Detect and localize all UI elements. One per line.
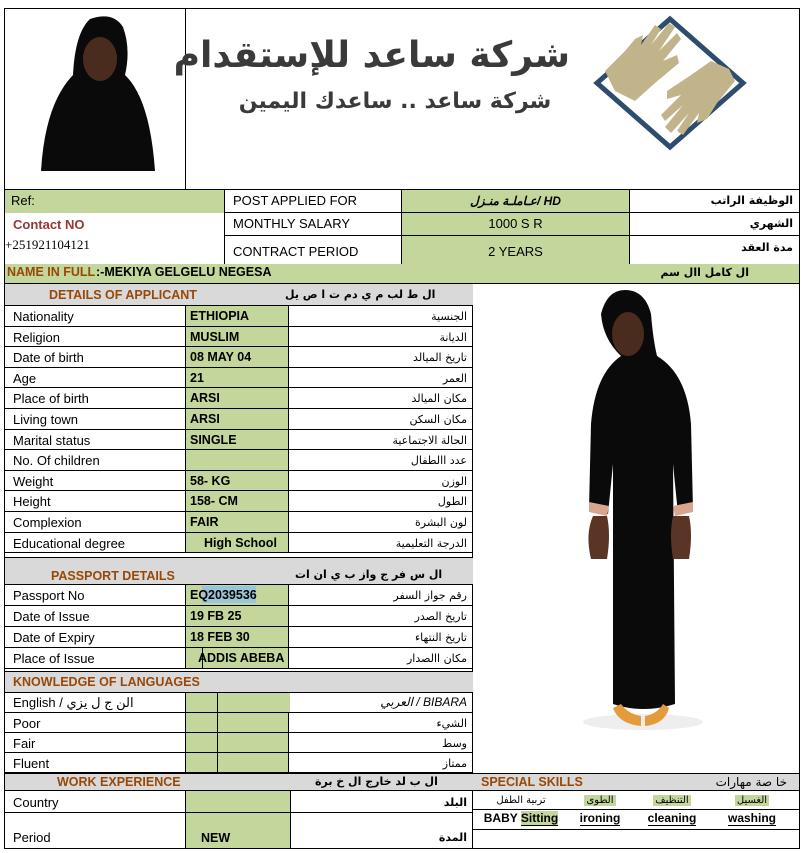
skills-row xyxy=(473,809,799,830)
skill-item xyxy=(565,809,635,828)
field-value-cell xyxy=(185,533,289,553)
passport-section-title: PASSPORT DETAILS xyxy=(51,569,175,583)
top-info-table xyxy=(4,189,800,265)
skill-label-ar: الغسيل xyxy=(736,795,768,806)
language-check-cell xyxy=(185,753,217,772)
skill-item-label: cleaning xyxy=(647,811,697,825)
work-period-row xyxy=(5,813,473,849)
post-value: عـاملـة منـزل/ HD xyxy=(402,190,629,212)
languages-section-title: KNOWLEDGE OF LANGUAGES xyxy=(13,675,200,689)
applicant-row xyxy=(5,491,473,512)
english-label: English / الن ج ل يزي xyxy=(13,695,134,710)
passport-row xyxy=(5,648,473,669)
field-value-cell xyxy=(185,388,289,408)
field-value-cell xyxy=(185,347,289,367)
field-label-ar: مكان السكن xyxy=(409,413,467,426)
skills-section-header xyxy=(473,773,799,791)
contract-value: 2 YEARS xyxy=(402,236,629,265)
field-label: Living town xyxy=(13,412,79,427)
passport-value: 18 FEB 30 xyxy=(190,630,250,644)
country-label: Country xyxy=(13,795,59,810)
name-row xyxy=(4,264,800,284)
period-label-ar: المدة xyxy=(438,831,467,844)
field-label-ar: العمر xyxy=(442,371,467,385)
name-label: NAME IN FULL xyxy=(7,265,96,279)
skills-ar-row xyxy=(473,791,799,810)
passport-value-cell xyxy=(185,585,289,605)
language-level-label-ar: ممتاز xyxy=(442,757,467,770)
field-label-ar: الطول xyxy=(437,495,467,509)
field-label: Educational degree xyxy=(13,535,126,551)
field-value-cell xyxy=(185,450,289,470)
field-label: Age xyxy=(13,370,37,386)
arabic-label: BIBARA / العربي xyxy=(380,695,467,709)
passport-value: 19 FB 25 xyxy=(190,609,242,623)
language-check-cell xyxy=(217,733,289,752)
skill-item-label: washing xyxy=(727,811,776,825)
applicant-row xyxy=(5,388,473,409)
field-value-cell xyxy=(185,512,289,532)
passport-row xyxy=(5,606,473,627)
applicant-full-body-photo xyxy=(473,284,800,772)
field-label-ar: تاريخ الميالد xyxy=(413,351,467,365)
work-section-title: WORK EXPERIENCE xyxy=(57,775,181,789)
field-value: 21 xyxy=(190,370,204,385)
field-label-ar: الدرجة التعليمية xyxy=(395,536,467,550)
passport-label-ar: تاريخ الصدر xyxy=(414,610,467,623)
work-section-header xyxy=(5,773,473,791)
field-value-cell xyxy=(185,327,289,347)
language-check-cell xyxy=(185,733,217,752)
language-level-label: Fluent xyxy=(13,756,50,771)
passport-section-title-ar: ال س فر ج واز ب ي ان ات xyxy=(295,568,443,581)
field-label-ar: الجنسية xyxy=(431,310,467,323)
applicant-section-header xyxy=(5,284,473,306)
passport-label-ar: مكان االصدار xyxy=(406,652,467,665)
languages-header-row xyxy=(5,693,473,713)
field-value-cell xyxy=(185,306,289,326)
passport-row xyxy=(5,627,473,648)
country-label-ar: البلد xyxy=(443,796,467,809)
field-label-ar: عدد االطفال xyxy=(410,454,467,468)
applicant-section-title-ar: ال ط لب م ي دم ت ا ص يل xyxy=(285,288,436,301)
field-label: Height xyxy=(13,494,51,510)
applicant-row xyxy=(5,347,473,368)
field-label: No. Of children xyxy=(13,453,100,469)
language-level-row xyxy=(5,753,473,773)
skill-label-ar-cell xyxy=(565,791,635,808)
passport-label: Date of Issue xyxy=(13,609,90,624)
language-check-cell xyxy=(217,753,289,772)
language-level-row xyxy=(5,733,473,753)
field-value: FAIR xyxy=(190,515,219,529)
field-value: High School xyxy=(204,535,277,550)
skill-item xyxy=(637,809,707,828)
skill-item xyxy=(479,809,563,828)
skills-section-title-ar: خا صة مهارات xyxy=(715,775,787,789)
applicant-row xyxy=(5,409,473,430)
language-check-cell xyxy=(185,713,217,732)
skill-item-label: BABY Sitting xyxy=(483,811,559,825)
special-skills xyxy=(473,773,800,849)
passport-value-cell xyxy=(185,627,289,647)
language-level-label-ar: وسط xyxy=(442,737,467,750)
passport-value: EQ2039536 xyxy=(190,588,257,602)
field-label: Complexion xyxy=(13,515,82,530)
header xyxy=(4,8,800,190)
ref-label: Ref: xyxy=(11,193,35,208)
skill-label-ar: التنظيف xyxy=(655,795,689,806)
full-body-photo-box xyxy=(473,284,800,773)
applicant-row xyxy=(5,512,473,533)
field-value-cell xyxy=(185,471,289,491)
applicant-row xyxy=(5,430,473,451)
language-check-cell xyxy=(217,713,289,732)
period-label: Period xyxy=(13,830,51,845)
languages-section-header xyxy=(5,671,473,693)
applicant-section-title: DETAILS OF APPLICANT xyxy=(49,288,197,302)
country-value xyxy=(185,791,291,812)
company-name: شركة ساعد للإستقدام xyxy=(173,35,570,76)
applicant-row xyxy=(5,533,473,554)
language-level-label: Poor xyxy=(13,716,41,731)
handshake-hands-logo xyxy=(585,11,755,161)
field-label: Place of birth xyxy=(13,391,89,407)
salary-label: MONTHLY SALARY xyxy=(233,216,351,231)
field-value: MUSLIM xyxy=(190,329,240,344)
field-label-ar: الحالة الاجتماعية xyxy=(392,433,467,447)
applicant-form xyxy=(4,284,473,849)
passport-value-cell xyxy=(185,606,289,626)
field-label: Weight xyxy=(13,473,54,489)
applicant-row xyxy=(5,368,473,389)
skill-label-ar-cell xyxy=(479,791,563,808)
field-label: Marital status xyxy=(13,432,91,448)
work-section-title-ar: ال ب لد خارج ال خ برة xyxy=(315,775,438,788)
skill-item-highlight: Sitting xyxy=(520,811,559,825)
skills-section-title: SPECIAL SKILLS xyxy=(481,775,583,789)
language-level-label-ar: الشيء xyxy=(436,717,467,730)
field-value-cell xyxy=(185,430,289,450)
field-value-cell xyxy=(185,491,289,511)
post-label-ar: الوظيفة الراتب xyxy=(710,194,793,207)
skill-label-ar-cell xyxy=(709,791,795,808)
company-tagline: شركة ساعد .. ساعدك اليمين xyxy=(238,89,552,114)
passport-label: Place of Issue xyxy=(13,651,95,666)
field-label: Nationality xyxy=(13,309,74,324)
skill-item xyxy=(709,809,795,828)
field-label-ar: لون البشرة xyxy=(415,516,467,529)
contract-label: CONTRACT PERIOD xyxy=(233,244,359,259)
field-value: ARSI xyxy=(190,391,220,406)
field-value: 58- KG xyxy=(190,473,231,488)
name-value: :-MEKIYA GELGELU NEGESA xyxy=(96,265,272,279)
passport-value-cell xyxy=(185,648,289,668)
applicant-row xyxy=(5,450,473,471)
field-value: ETHIOPIA xyxy=(190,309,250,323)
passport-section-header xyxy=(5,557,473,585)
period-value: NEW xyxy=(201,831,231,845)
ref-cell xyxy=(5,190,224,213)
passport-label-ar: رقم جواز السفر xyxy=(393,589,467,602)
language-level-row xyxy=(5,713,473,733)
field-label-ar: الديانة xyxy=(439,330,467,344)
passport-value: ADDIS ABEBA xyxy=(198,651,285,665)
field-value: ARSI xyxy=(190,412,220,426)
skill-label-ar-cell xyxy=(637,791,707,808)
passport-row xyxy=(5,585,473,606)
field-value: 158- CM xyxy=(190,494,238,509)
field-label-ar: الوزن xyxy=(441,474,467,488)
field-label-ar: مكان الميالد xyxy=(411,392,467,406)
passport-label-ar: تاريخ النتهاء xyxy=(414,631,467,644)
work-country-row xyxy=(5,791,473,813)
salary-value: 1000 S R xyxy=(402,213,629,235)
passport-label: Date of Expiry xyxy=(13,630,95,645)
name-label-ar: ال كامل اال سم xyxy=(660,266,749,279)
applicant-row xyxy=(5,327,473,348)
contact-label: Contact NO xyxy=(13,217,85,232)
field-value: SINGLE xyxy=(190,432,237,447)
skill-item-label: ironing xyxy=(579,811,621,825)
post-label: POST APPLIED FOR xyxy=(233,193,358,208)
field-value-cell xyxy=(185,409,289,429)
contract-label-ar: مدة العقد xyxy=(741,241,793,254)
field-label: Date of birth xyxy=(13,350,84,366)
skill-label-ar: الطوى xyxy=(586,795,614,806)
contact-value: +251921104121 xyxy=(5,237,90,252)
portrait-photo-box xyxy=(5,9,186,190)
field-value-cell xyxy=(185,368,289,388)
passport-label: Passport No xyxy=(13,588,85,603)
applicant-portrait-photo xyxy=(5,9,185,190)
applicant-row xyxy=(5,471,473,492)
field-label: Religion xyxy=(13,329,60,345)
field-value: 08 MAY 04 xyxy=(190,350,252,365)
skill-label-ar: تربية الطفل xyxy=(496,795,546,806)
applicant-row xyxy=(5,306,473,327)
salary-label-ar: الشهري xyxy=(749,217,793,230)
language-level-label: Fair xyxy=(13,736,36,751)
